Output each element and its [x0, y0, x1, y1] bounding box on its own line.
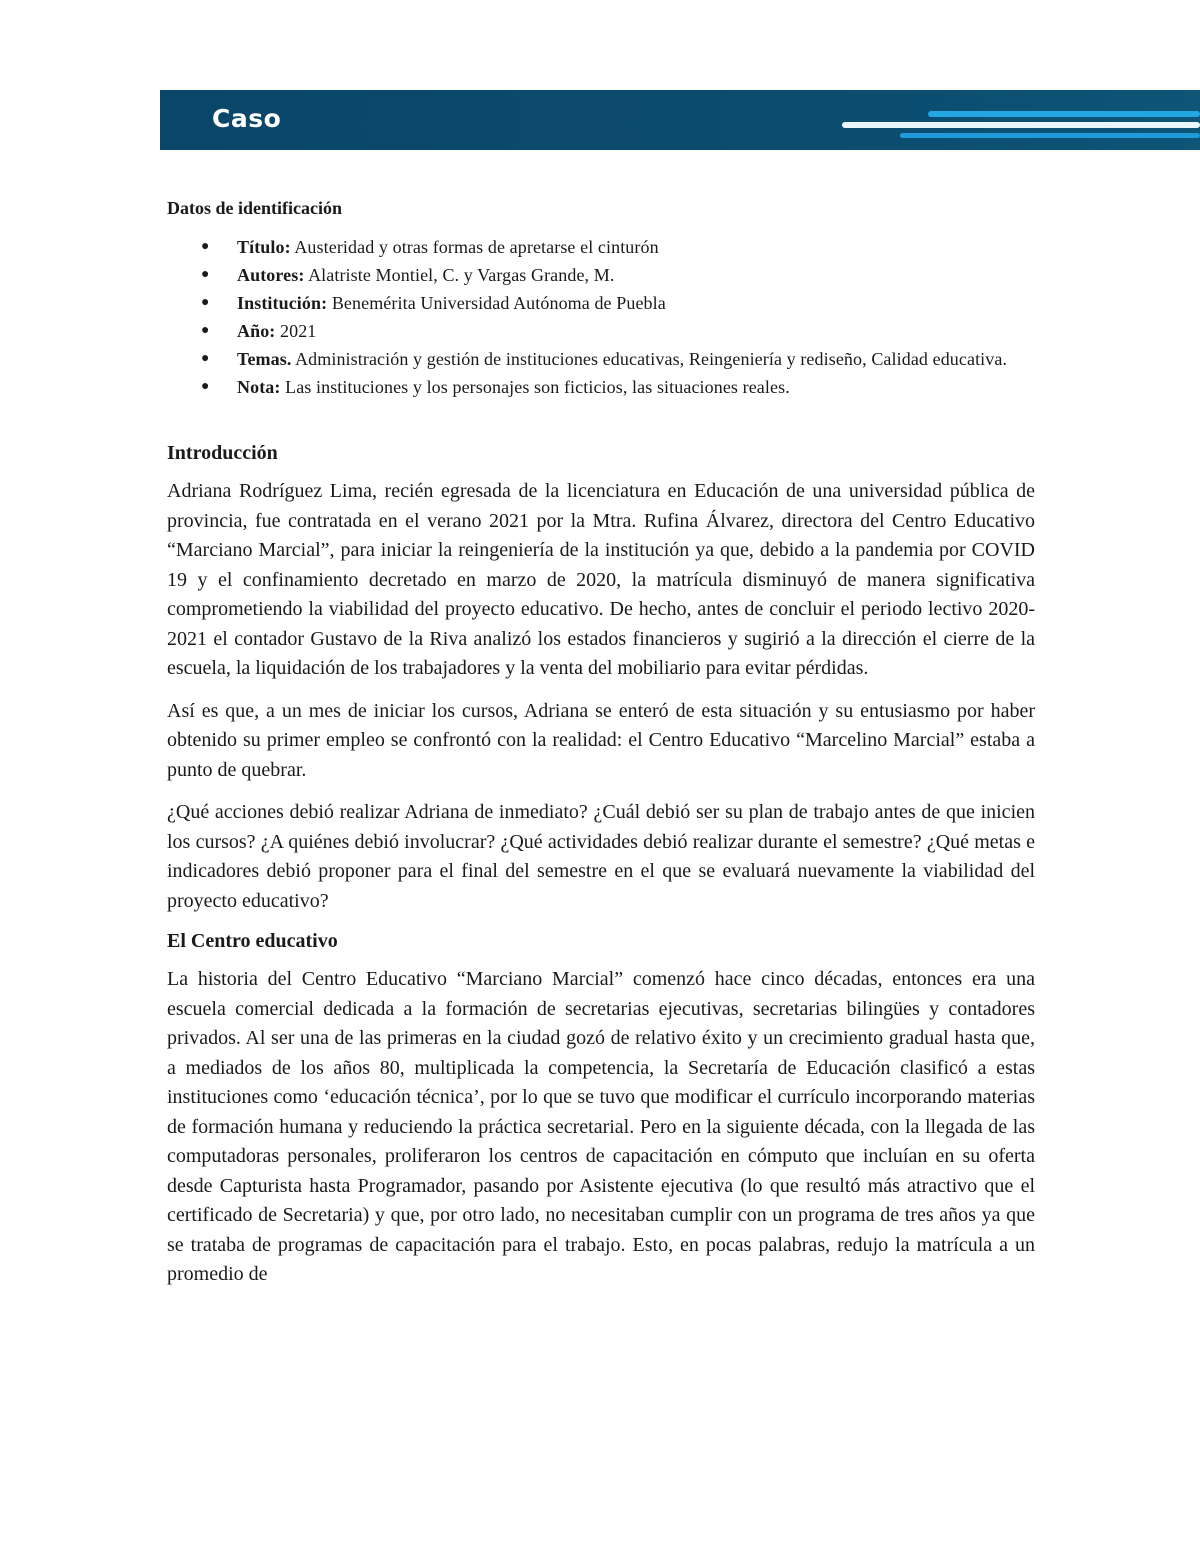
item-label: Temas.	[237, 349, 292, 369]
header-banner	[160, 90, 1200, 150]
item-label: Título:	[237, 237, 291, 257]
centro-heading: El Centro educativo	[167, 930, 338, 952]
bullet-icon: ●	[201, 239, 210, 254]
list-item	[167, 317, 1035, 345]
item-value: Benemérita Universidad Autónoma de Puebla	[327, 293, 666, 313]
list-item	[167, 261, 1035, 289]
item-label: Nota:	[237, 377, 281, 397]
decorative-stripe	[928, 111, 1200, 117]
item-value: Administración y gestión de instituciones educativas, Reingeniería y rediseño, Calidad educativa.	[291, 349, 1008, 369]
identification-list	[167, 233, 1035, 401]
introduction-paragraph: ¿Qué acciones debió realizar Adriana de inmediato? ¿Cuál debió ser su plan de trabajo antes de que inicien los cursos? ¿A quiénes debió involucrar? ¿Qué actividades debió realizar durante el semestre? ¿Qué metas e indicadores debió proponer para el final del semestre en el que se evaluará nuevamente la viabilidad del proyecto educativo?	[167, 801, 1035, 912]
item-value: Austeridad y otras formas de apretarse el cinturón	[290, 237, 659, 257]
centro-paragraph: La historia del Centro Educativo “Marciano Marcial” comenzó hace cinco décadas, entonces era una escuela comercial dedicada a la formación de secretarias ejecutivas, secretarias bilingües y contadores privados. Al ser una de las primeras en la ciudad gozó de relativo éxito y un crecimiento gradual hasta que, a mediados de los años 80, multiplicada la competencia, la Secretaría de Educación clasificó a estas instituciones como ‘educación técnica’, por lo que se tuvo que modificar el currículo incorporando materias de formación humana y reduciendo la práctica secretarial. Pero en la siguiente década, con la llegada de las computadoras personales, proliferaron los centros de capacitación en cómputo que incluían en su oferta desde Capturista hasta Programador, pasando por Asistente ejecutiva (lo que resultó más atractivo que el certificado de Secretaria) y que, por otro lado, no necesitaban cumplir con un programa de tres años ya que se trataba de programas de capacitación para el trabajo. Esto, en pocas palabras, redujo la matrícula a un promedio de	[167, 968, 1035, 1285]
introduction-heading: Introducción	[167, 442, 278, 464]
list-item	[167, 233, 1035, 261]
bullet-icon: ●	[201, 323, 210, 338]
item-label: Autores:	[237, 265, 305, 285]
item-value: Alatriste Montiel, C. y Vargas Grande, M.	[304, 265, 615, 285]
item-label: Año:	[237, 321, 276, 341]
identification-heading: Datos de identificación	[167, 198, 342, 218]
document-type-title: Caso	[212, 104, 282, 133]
bullet-icon: ●	[201, 267, 210, 282]
list-item	[167, 345, 1035, 373]
introduction-paragraph: Adriana Rodríguez Lima, recién egresada de la licenciatura en Educación de una universidad pública de provincia, fue contratada en el verano 2021 por la Mtra. Rufina Álvarez, directora del Centro Educativo “Marciano Marcial”, para iniciar la reingeniería de la institución ya que, debido a la pandemia por COVID 19 y el confinamiento decretado en marzo de 2020, la matrícula disminuyó de manera significativa comprometiendo la viabilidad del proyecto educativo. De hecho, antes de concluir el periodo lectivo 2020-2021 el contador Gustavo de la Riva analizó los estados financieros y sugirió a la dirección el cierre de la escuela, la liquidación de los trabajadores y la venta del mobiliario para evitar pérdidas.	[167, 480, 1035, 679]
list-item	[167, 289, 1035, 317]
item-label: Institución:	[237, 293, 328, 313]
bullet-icon: ●	[201, 379, 210, 394]
item-value: 2021	[275, 321, 317, 341]
decorative-stripe	[900, 133, 1200, 138]
document-body	[167, 198, 1035, 1290]
item-value: Las instituciones y los personajes son ficticios, las situaciones reales.	[280, 377, 790, 397]
list-item	[167, 373, 1035, 401]
bullet-icon: ●	[201, 351, 210, 366]
bullet-icon: ●	[201, 295, 210, 310]
introduction-paragraph: Así es que, a un mes de iniciar los cursos, Adriana se enteró de esta situación y su entusiasmo por haber obtenido su primer empleo se confrontó con la realidad: el Centro Educativo “Marcelino Marcial” estaba a punto de quebrar.	[167, 699, 1035, 781]
decorative-stripe	[842, 122, 1200, 128]
